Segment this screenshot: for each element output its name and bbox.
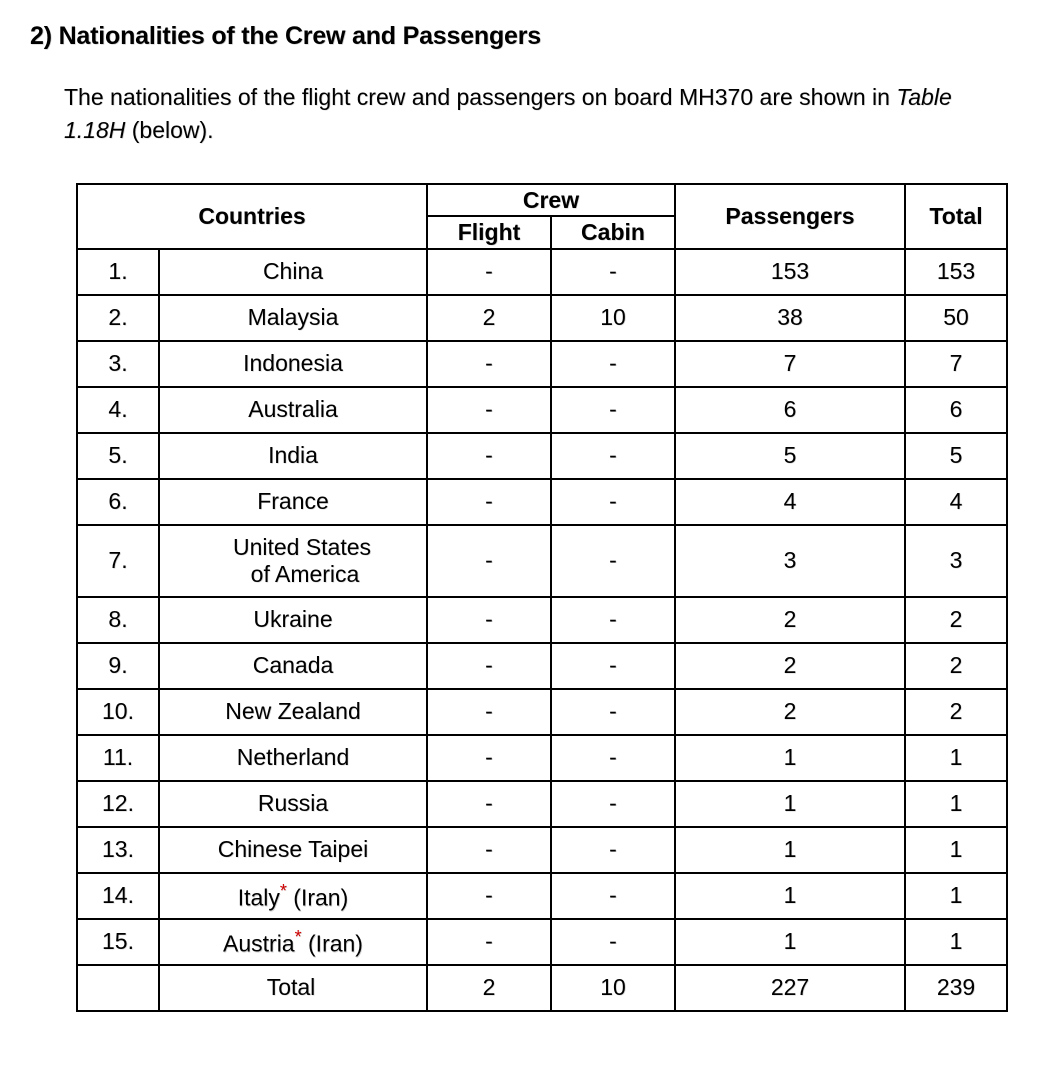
row-country-suffix: (Iran) [301,930,363,957]
row-number: 6. [77,479,159,525]
row-passengers: 38 [675,295,905,341]
row-cabin: - [551,249,675,295]
row-cabin: - [551,873,675,919]
footnote-star: * [294,926,302,947]
table-row [77,341,1007,387]
intro-text-part1: The nationalities of the flight crew and passengers on board MH370 are shown in [64,84,897,110]
table-header-row [77,184,1007,216]
row-country: Netherland [159,735,427,781]
row-passengers: 4 [675,479,905,525]
row-flight: - [427,249,551,295]
table-row [77,827,1007,873]
row-passengers: 2 [675,689,905,735]
header-flight: Flight [427,216,551,248]
total-row-cabin: 10 [551,965,675,1011]
row-number: 14. [77,873,159,919]
row-cabin: - [551,479,675,525]
row-passengers: 1 [675,827,905,873]
row-country [159,873,427,919]
row-passengers: 6 [675,387,905,433]
row-total: 2 [905,643,1007,689]
row-flight: - [427,689,551,735]
row-cabin: - [551,781,675,827]
row-cabin: - [551,341,675,387]
row-total: 7 [905,341,1007,387]
row-total: 50 [905,295,1007,341]
section-heading: 2) Nationalities of the Crew and Passengers [30,22,541,50]
header-passengers: Passengers [675,184,905,249]
total-row-total: 239 [905,965,1007,1011]
table-total-row [77,965,1007,1011]
row-flight: - [427,827,551,873]
row-country: India [159,433,427,479]
header-cabin: Cabin [551,216,675,248]
row-number: 5. [77,433,159,479]
table-head [77,184,1007,249]
row-country-name: Italy [237,884,280,911]
row-total: 1 [905,919,1007,965]
row-number: 3. [77,341,159,387]
row-country-line1: United States [232,534,372,561]
table-row [77,735,1007,781]
row-country: Russia [159,781,427,827]
row-total: 1 [905,781,1007,827]
row-total: 5 [905,433,1007,479]
row-total: 3 [905,525,1007,597]
row-flight: - [427,341,551,387]
row-flight: - [427,387,551,433]
row-number: 1. [77,249,159,295]
table-row [77,295,1007,341]
table-row [77,597,1007,643]
table-row [77,873,1007,919]
table-body [77,249,1007,1011]
row-flight: - [427,433,551,479]
row-cabin: - [551,525,675,597]
footnote-star: * [279,880,287,901]
row-country: Ukraine [159,597,427,643]
header-total: Total [905,184,1007,249]
row-flight: 2 [427,295,551,341]
row-passengers: 1 [675,873,905,919]
row-number: 12. [77,781,159,827]
row-total: 2 [905,597,1007,643]
row-country: New Zealand [159,689,427,735]
intro-text-part2: (below). [125,117,214,144]
row-flight: - [427,919,551,965]
row-passengers: 2 [675,643,905,689]
nationalities-table [76,183,1008,1012]
row-total: 2 [905,689,1007,735]
row-country-name: Austria [223,930,295,957]
row-number: 11. [77,735,159,781]
row-passengers: 2 [675,597,905,643]
total-row-passengers: 227 [675,965,905,1011]
row-country [159,525,427,597]
row-country-suffix: (Iran) [286,884,349,911]
row-country: Malaysia [159,295,427,341]
row-number: 2. [77,295,159,341]
row-country: France [159,479,427,525]
table-row [77,919,1007,965]
row-total: 4 [905,479,1007,525]
row-number: 4. [77,387,159,433]
row-number: 9. [77,643,159,689]
row-cabin: - [551,827,675,873]
table-row [77,433,1007,479]
row-flight: - [427,873,551,919]
row-flight: - [427,525,551,597]
row-number: 13. [77,827,159,873]
row-cabin: - [551,387,675,433]
row-passengers: 7 [675,341,905,387]
header-countries: Countries [77,184,427,249]
row-country: China [159,249,427,295]
row-cabin: - [551,735,675,781]
table-row [77,781,1007,827]
row-total: 1 [905,735,1007,781]
table-reference: Table 1.18H [64,84,952,144]
row-flight: - [427,781,551,827]
row-number: 10. [77,689,159,735]
table-row [77,525,1007,597]
table-row [77,387,1007,433]
table-row [77,643,1007,689]
row-number: 7. [77,525,159,597]
row-country: Canada [159,643,427,689]
row-cabin: - [551,433,675,479]
row-total: 1 [905,873,1007,919]
row-country-line2: of America [250,560,360,587]
row-flight: - [427,735,551,781]
row-cabin: - [551,643,675,689]
row-flight: - [427,597,551,643]
row-flight: - [427,479,551,525]
row-total: 6 [905,387,1007,433]
total-row-flight: 2 [427,965,551,1011]
total-row-label: Total [159,965,427,1011]
row-total: 1 [905,827,1007,873]
row-country: Australia [159,387,427,433]
row-passengers: 5 [675,433,905,479]
row-total: 153 [905,249,1007,295]
row-cabin: - [551,689,675,735]
row-flight: - [427,643,551,689]
row-number: 15. [77,919,159,965]
row-country: Indonesia [159,341,427,387]
row-passengers: 153 [675,249,905,295]
row-country: Chinese Taipei [159,827,427,873]
header-crew: Crew [427,184,675,216]
row-cabin: - [551,919,675,965]
row-number: 8. [77,597,159,643]
table-row [77,479,1007,525]
row-passengers: 1 [675,781,905,827]
table-row [77,689,1007,735]
total-row-spacer [77,965,159,1011]
row-country [159,919,427,965]
row-cabin: 10 [551,295,675,341]
row-passengers: 3 [675,525,905,597]
intro-paragraph [64,81,994,148]
row-passengers: 1 [675,919,905,965]
row-cabin: - [551,597,675,643]
table-row [77,249,1007,295]
row-passengers: 1 [675,735,905,781]
